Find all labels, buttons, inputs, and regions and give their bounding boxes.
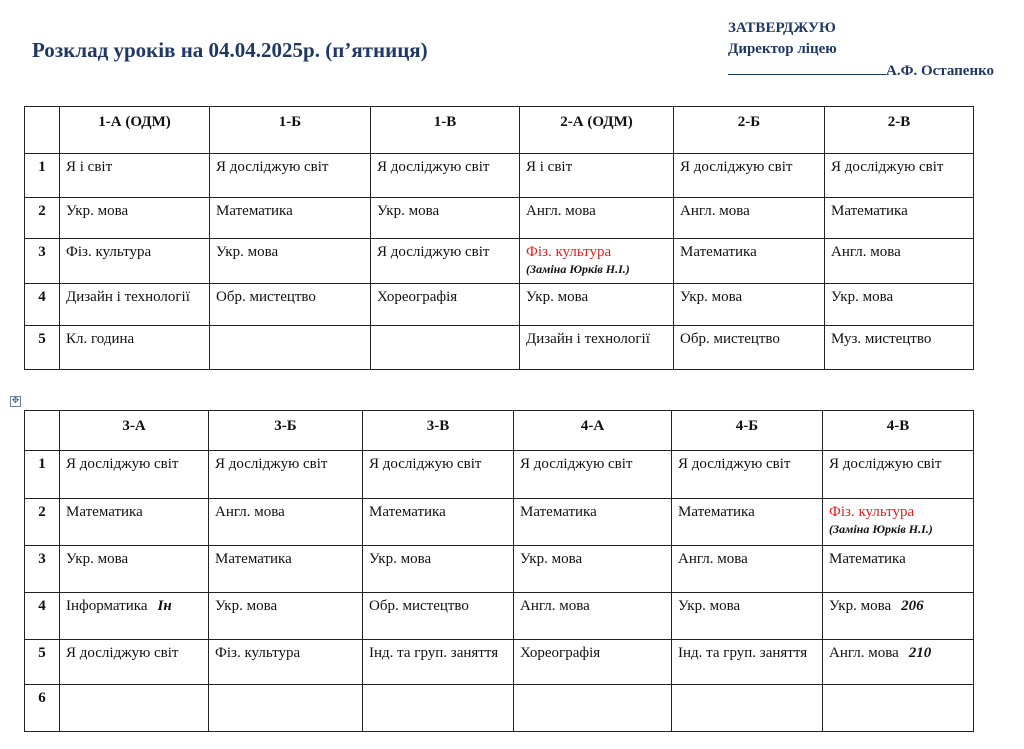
lesson-cell — [514, 640, 672, 685]
table-row — [25, 326, 974, 370]
lesson-cell — [371, 154, 520, 198]
subject-name: Фіз. культура — [215, 645, 301, 661]
table-row — [25, 451, 974, 499]
lesson-cell — [60, 326, 210, 370]
lesson-cell — [674, 326, 825, 370]
lesson-cell — [520, 239, 674, 284]
subject-name: Я досліджую світ — [66, 645, 179, 661]
substitution-note: (Заміна Юрків Н.І.) — [829, 522, 933, 536]
subject-name: Я і світ — [526, 159, 573, 175]
lesson-cell — [60, 685, 209, 732]
lesson-cell — [514, 546, 672, 593]
lesson-number: 4 — [25, 593, 60, 640]
subject-name: Укр. мова — [831, 289, 894, 305]
lesson-number: 6 — [25, 685, 60, 732]
subject-name: Укр. мова — [829, 598, 892, 614]
corner-cell — [25, 411, 60, 451]
lesson-cell — [209, 451, 363, 499]
corner-cell — [25, 107, 60, 154]
subject-name: Я досліджую світ — [831, 159, 944, 175]
lesson-cell — [674, 198, 825, 239]
subject-name: Я досліджую світ — [216, 159, 329, 175]
subject-name: Інформатика — [66, 598, 148, 614]
subject-name: Англ. мова — [680, 203, 750, 219]
class-header: 1-А (ОДМ) — [60, 107, 210, 154]
subject-name: Обр. мистецтво — [216, 289, 316, 305]
room-note: Ін — [157, 598, 172, 614]
subject-name: Укр. мова — [520, 551, 583, 567]
lesson-cell — [60, 284, 210, 326]
subject-name: Я досліджую світ — [377, 159, 490, 175]
lesson-cell — [210, 239, 371, 284]
lesson-cell — [210, 284, 371, 326]
lesson-cell — [520, 326, 674, 370]
lesson-cell — [672, 685, 823, 732]
class-header: 4-В — [823, 411, 974, 451]
lesson-number: 2 — [25, 499, 60, 546]
room-note: 206 — [901, 598, 924, 614]
lesson-cell — [823, 593, 974, 640]
subject-name: Я досліджую світ — [66, 456, 179, 472]
lesson-cell — [363, 451, 514, 499]
substitution-note: (Заміна Юрків Н.І.) — [526, 262, 630, 276]
subject-name: Дизайн і технології — [526, 331, 650, 347]
lesson-cell — [209, 640, 363, 685]
table-row — [25, 499, 974, 546]
subject-name: Укр. мова — [66, 551, 129, 567]
lesson-cell — [514, 685, 672, 732]
class-header: 3-Б — [209, 411, 363, 451]
class-header: 2-А (ОДМ) — [520, 107, 674, 154]
approval-heading: ЗАТВЕРДЖУЮ — [728, 20, 836, 36]
lesson-cell — [363, 593, 514, 640]
lesson-cell — [672, 640, 823, 685]
lesson-cell — [823, 640, 974, 685]
class-header: 4-Б — [672, 411, 823, 451]
lesson-cell — [209, 546, 363, 593]
lesson-cell — [209, 685, 363, 732]
lesson-number: 5 — [25, 326, 60, 370]
subject-name: Я досліджую світ — [678, 456, 791, 472]
lesson-cell — [210, 326, 371, 370]
subject-name: Англ. мова — [215, 504, 285, 520]
subject-name: Хореографія — [377, 289, 458, 305]
lesson-number: 1 — [25, 451, 60, 499]
lesson-cell — [823, 685, 974, 732]
subject-name: Укр. мова — [369, 551, 432, 567]
lesson-cell — [60, 154, 210, 198]
subject-name: Математика — [369, 504, 446, 520]
subject-name: Я досліджую світ — [215, 456, 328, 472]
subject-name: Я досліджую світ — [680, 159, 793, 175]
subject-name: Англ. мова — [520, 598, 590, 614]
lesson-cell — [60, 198, 210, 239]
subject-name: Обр. мистецтво — [680, 331, 780, 347]
schedule-table-grades-3-4 — [24, 410, 974, 732]
lesson-cell — [371, 239, 520, 284]
subject-name: Фіз. культура — [526, 244, 612, 260]
lesson-cell — [371, 326, 520, 370]
lesson-cell — [672, 451, 823, 499]
lesson-cell — [520, 198, 674, 239]
signature-line — [728, 60, 886, 75]
lesson-cell — [825, 284, 974, 326]
lesson-number: 4 — [25, 284, 60, 326]
class-header: 2-В — [825, 107, 974, 154]
lesson-cell — [825, 326, 974, 370]
approval-block — [728, 18, 994, 82]
subject-name: Англ. мова — [678, 551, 748, 567]
approval-position: Директор ліцею — [728, 41, 837, 57]
lesson-cell — [520, 284, 674, 326]
lesson-cell — [209, 593, 363, 640]
table-row — [25, 685, 974, 732]
subject-name: Муз. мистецтво — [831, 331, 932, 347]
table-row — [25, 640, 974, 685]
table-row — [25, 593, 974, 640]
lesson-cell — [210, 198, 371, 239]
class-header: 1-Б — [210, 107, 371, 154]
lesson-cell — [514, 451, 672, 499]
subject-name: Укр. мова — [216, 244, 279, 260]
table-row — [25, 154, 974, 198]
class-header: 2-Б — [674, 107, 825, 154]
subject-name: Математика — [215, 551, 292, 567]
header-row — [25, 107, 974, 154]
subject-name: Укр. мова — [66, 203, 129, 219]
subject-name: Англ. мова — [831, 244, 901, 260]
lesson-cell — [209, 499, 363, 546]
subject-name: Хореографія — [520, 645, 601, 661]
table-row — [25, 284, 974, 326]
lesson-cell — [672, 499, 823, 546]
subject-name: Я досліджую світ — [369, 456, 482, 472]
subject-name: Я досліджую світ — [520, 456, 633, 472]
lesson-cell — [60, 499, 209, 546]
subject-name: Інд. та груп. заняття — [369, 645, 499, 661]
table-row — [25, 198, 974, 239]
lesson-cell — [363, 546, 514, 593]
subject-name: Кл. година — [66, 331, 135, 347]
lesson-cell — [674, 284, 825, 326]
lesson-cell — [514, 499, 672, 546]
lesson-cell — [674, 154, 825, 198]
subject-name: Я досліджую світ — [829, 456, 942, 472]
room-note: 210 — [908, 645, 932, 661]
subject-name: Математика — [829, 551, 906, 567]
lesson-number: 3 — [25, 239, 60, 284]
subject-name: Укр. мова — [680, 289, 743, 305]
lesson-cell — [823, 546, 974, 593]
subject-name: Я досліджую світ — [377, 244, 490, 260]
lesson-cell — [363, 640, 514, 685]
lesson-cell — [210, 154, 371, 198]
lesson-cell — [60, 239, 210, 284]
table-move-handle-icon[interactable]: ✥ — [11, 396, 20, 406]
subject-name: Англ. мова — [829, 645, 899, 661]
subject-name: Математика — [680, 244, 757, 260]
table-row — [25, 239, 974, 284]
subject-name: Укр. мова — [215, 598, 278, 614]
lesson-cell — [60, 640, 209, 685]
lesson-cell — [825, 239, 974, 284]
lesson-cell — [60, 593, 209, 640]
lesson-cell — [363, 685, 514, 732]
schedule-table-grades-1-2 — [24, 106, 974, 370]
lesson-cell — [371, 198, 520, 239]
lesson-cell — [672, 546, 823, 593]
lesson-cell — [520, 154, 674, 198]
class-header: 3-В — [363, 411, 514, 451]
subject-name: Укр. мова — [377, 203, 440, 219]
subject-name: Математика — [66, 504, 143, 520]
lesson-cell — [825, 198, 974, 239]
lesson-cell — [674, 239, 825, 284]
lesson-cell — [514, 593, 672, 640]
approval-signature — [728, 60, 994, 82]
subject-name: Математика — [678, 504, 755, 520]
lesson-cell — [672, 593, 823, 640]
lesson-cell — [363, 499, 514, 546]
lesson-cell — [823, 451, 974, 499]
subject-name: Інд. та груп. заняття — [678, 645, 808, 661]
page-title: Розклад уроків на 04.04.2025р. (п’ятниця) — [32, 38, 428, 62]
lesson-number: 5 — [25, 640, 60, 685]
subject-name: Укр. мова — [678, 598, 741, 614]
subject-name: Дизайн і технології — [66, 289, 190, 305]
header-row — [25, 411, 974, 451]
class-header: 3-А — [60, 411, 209, 451]
class-header: 1-В — [371, 107, 520, 154]
lesson-number: 2 — [25, 198, 60, 239]
subject-name: Укр. мова — [526, 289, 589, 305]
lesson-cell — [825, 154, 974, 198]
lesson-cell — [371, 284, 520, 326]
table-row — [25, 546, 974, 593]
subject-name: Обр. мистецтво — [369, 598, 469, 614]
lesson-cell — [60, 546, 209, 593]
lesson-number: 3 — [25, 546, 60, 593]
subject-name: Я і світ — [66, 159, 113, 175]
class-header: 4-А — [514, 411, 672, 451]
subject-name: Математика — [520, 504, 597, 520]
subject-name: Фіз. культура — [829, 504, 915, 520]
subject-name: Математика — [216, 203, 293, 219]
subject-name: Математика — [831, 203, 908, 219]
subject-name: Англ. мова — [526, 203, 596, 219]
signatory-name: А.Ф. Остапенко — [886, 63, 995, 79]
lesson-cell — [823, 499, 974, 546]
lesson-cell — [60, 451, 209, 499]
lesson-number: 1 — [25, 154, 60, 198]
subject-name: Фіз. культура — [66, 244, 152, 260]
